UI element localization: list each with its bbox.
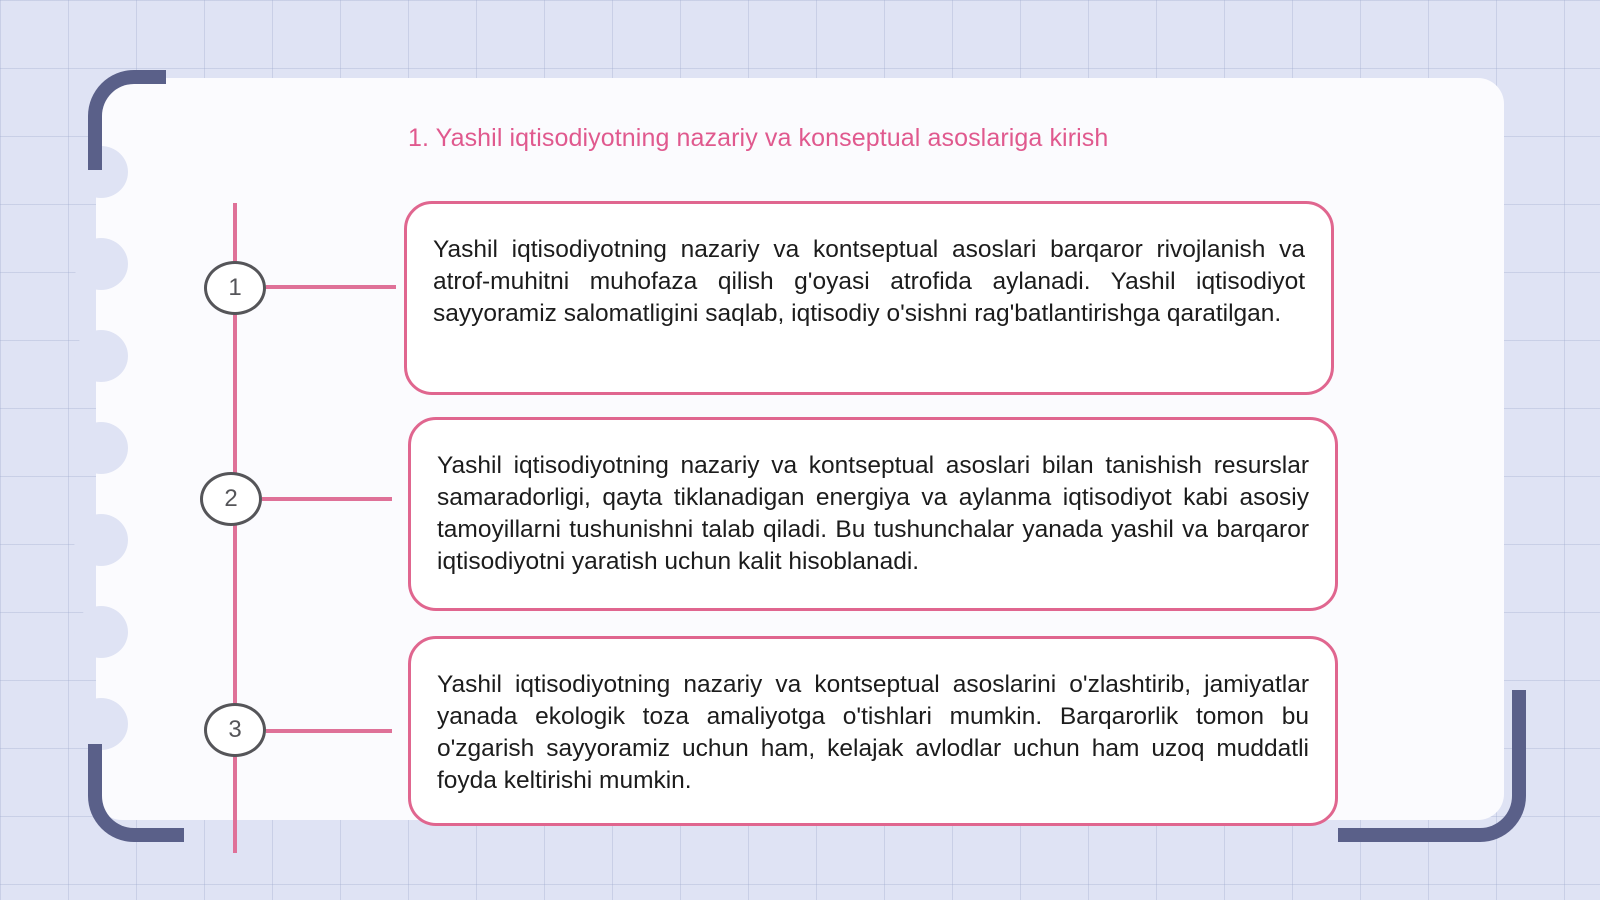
scallop-edge <box>74 606 128 658</box>
slide-title: 1. Yashil iqtisodiyotning nazariy va konseptual asoslariga kirish <box>408 124 1109 152</box>
corner-bracket-bottom-left <box>88 744 184 842</box>
timeline-connector-3 <box>266 729 392 733</box>
scallop-edge <box>74 330 128 382</box>
scallop-edge <box>74 514 128 566</box>
text-box-1: Yashil iqtisodiyotning nazariy va kontseptual asoslari barqaror rivojlanish va atrof-muhitni muhofaza qilish g'oyasi atrofida aylanadi. Yashil iqtisodiyot sayyoramiz salomatligini saqlab, iqtisodiy o'sishni rag'batlantirishga qaratilgan. <box>404 201 1334 395</box>
corner-bracket-top-left <box>88 70 166 170</box>
timeline-marker-1: 1 <box>204 261 266 315</box>
corner-bracket-bottom-right <box>1338 690 1526 842</box>
timeline-connector-2 <box>262 497 392 501</box>
scallop-edge <box>74 238 128 290</box>
text-box-3: Yashil iqtisodiyotning nazariy va kontseptual asoslarini o'zlashtirib, jamiyatlar yanada ekologik toza amaliyotga o'tishlari mumkin. Barqarorlik tomon bu o'zgarish sayyoramiz uchun ham, kelajak avlodlar uchun ham uzoq muddatli foyda keltirishi mumkin. <box>408 636 1338 826</box>
timeline-marker-2: 2 <box>200 472 262 526</box>
timeline-marker-3: 3 <box>204 703 266 757</box>
text-box-2: Yashil iqtisodiyotning nazariy va kontseptual asoslari bilan tanishish resurslar samaradorligi, qayta tiklanadigan energiya va aylanma iqtisodiyot kabi asosiy tamoyillarni tushunishni talab qiladi. Bu tushunchalar yanada yashil va barqaror iqtisodiyotni yaratish uchun kalit hisoblanadi. <box>408 417 1338 611</box>
scallop-edge <box>74 422 128 474</box>
timeline-connector-1 <box>266 285 396 289</box>
scallop-edge <box>74 698 128 750</box>
